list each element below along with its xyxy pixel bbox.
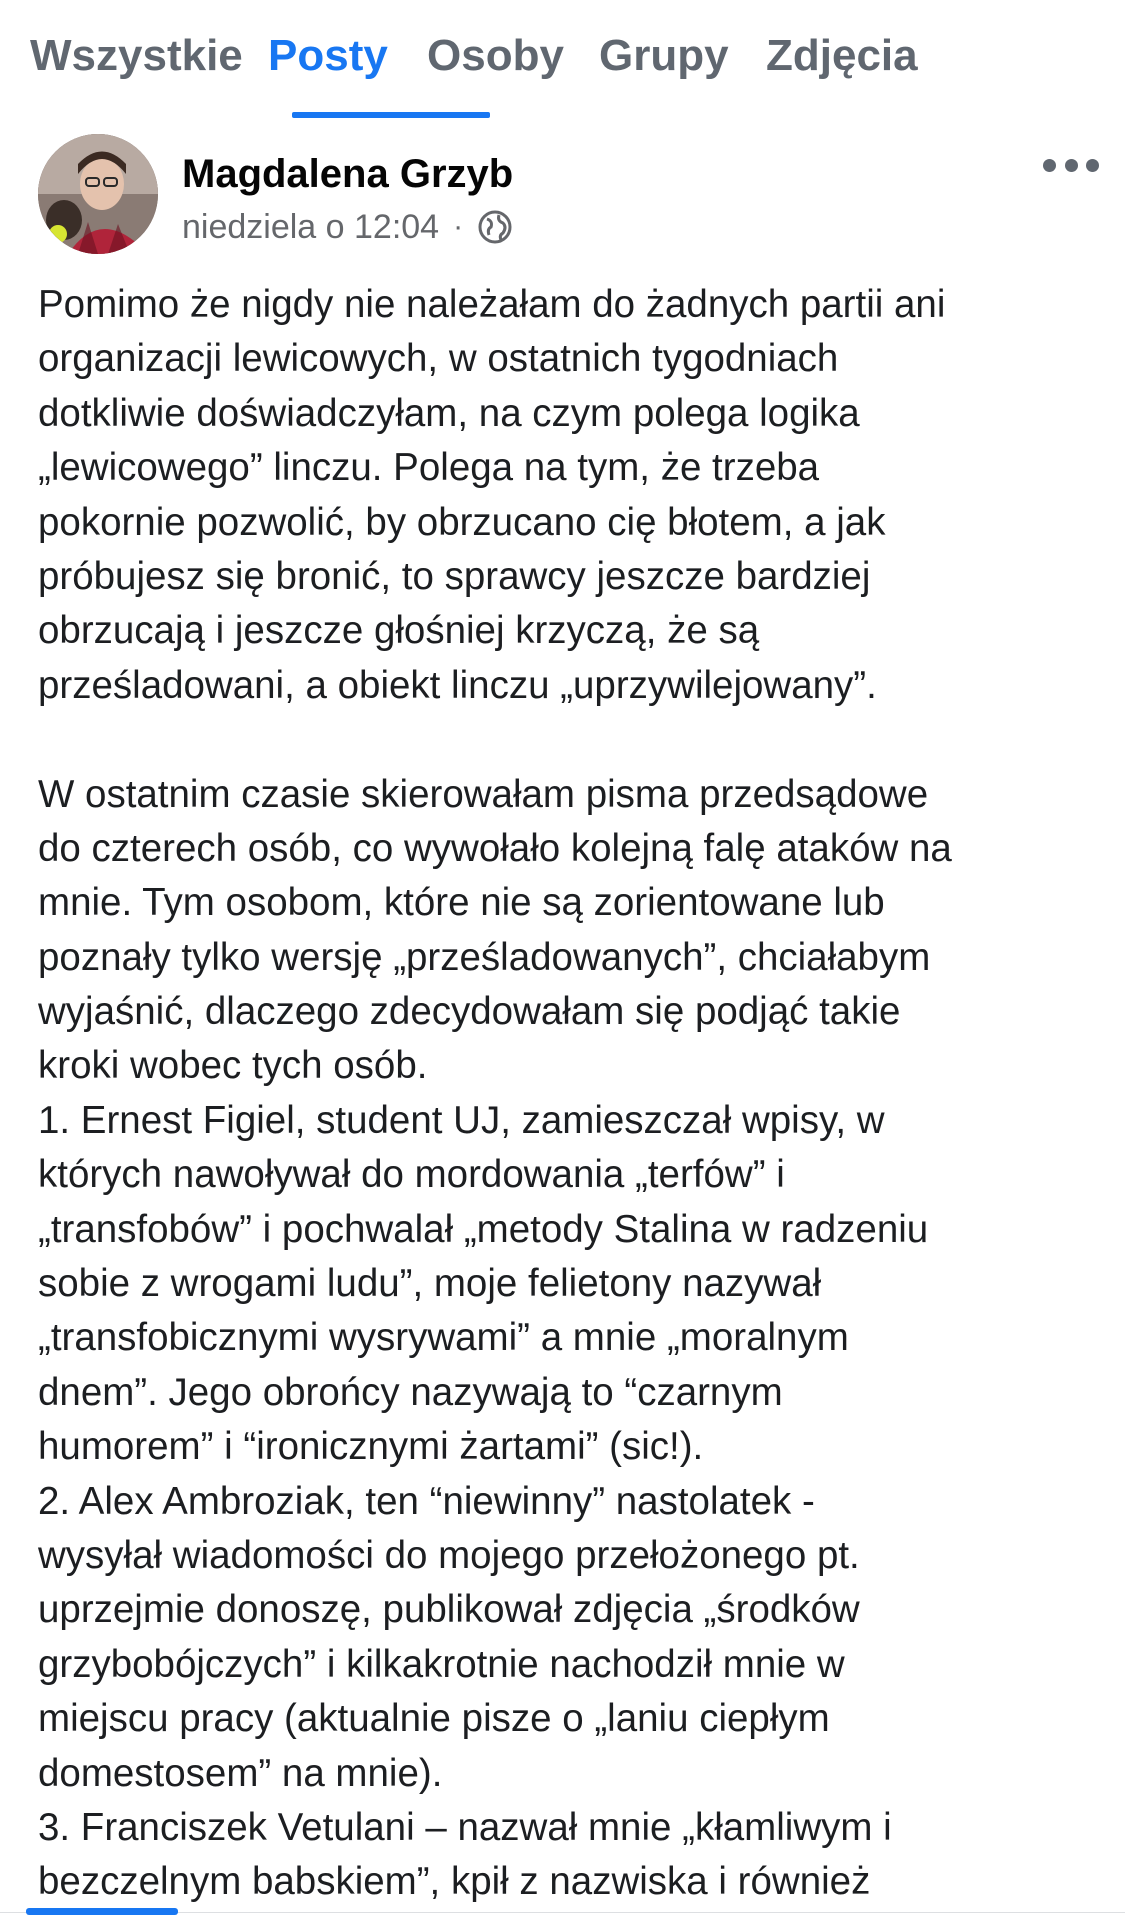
post-text-line: 3. Franciszek Vetulani – nazwał mnie „kłamliwym i: [38, 1805, 892, 1849]
dot: [1086, 159, 1099, 172]
post-text-line: miejscu pracy (aktualnie pisze o „laniu ciepłym: [38, 1697, 830, 1741]
post-meta: [182, 206, 513, 248]
post-text-line: dnem”. Jego obrońcy nazywają to “czarnym: [38, 1370, 783, 1414]
post-text-line: których nawoływał do mordowania „terfów” i: [38, 1153, 785, 1197]
active-tab-indicator: [292, 112, 490, 118]
search-filter-tabs: [0, 0, 1125, 118]
tab-osoby[interactable]: Osoby: [427, 31, 564, 80]
dot: [1065, 159, 1078, 172]
post-text-line: 1. Ernest Figiel, student UJ, zamieszczał wpisy, w: [38, 1098, 885, 1142]
post-text-line: dotkliwie doświadczyłam, na czym polega logika: [38, 391, 860, 435]
post-text-line: „lewicowego” linczu. Polega na tym, że trzeba: [38, 446, 820, 490]
post-text-line: humorem” i “ironicznymi żartami” (sic!).: [38, 1425, 704, 1469]
post-text-line: „transfobów” i pochwalał „metody Stalina w radzeniu: [38, 1207, 929, 1251]
post-text-line: 2. Alex Ambroziak, ten “niewinny” nastolatek -: [38, 1479, 815, 1523]
post-author-name[interactable]: Magdalena Grzyb: [182, 152, 514, 196]
avatar-photo: [38, 134, 158, 254]
post-text-line: prześladowani, a obiekt linczu „uprzywilejowany”.: [38, 663, 877, 707]
tab-posty[interactable]: Posty: [268, 31, 388, 80]
post-text-line: bezczelnym babskiem”, kpił z nazwiska i również: [38, 1860, 871, 1904]
post-body-text: [38, 278, 1103, 1910]
post-text-line: sobie z wrogami ludu”, moje felietony nazywał: [38, 1262, 822, 1306]
post-text-line: pokornie pozwolić, by obrzucano cię błotem, a jak: [38, 500, 886, 544]
paragraph-break: [38, 713, 1103, 767]
post-text-line: wyjaśnić, dlaczego zdecydowałam się podjąć takie: [38, 990, 901, 1034]
post-text-line: poznały tylko wersję „prześladowanych”, chciałabym: [38, 935, 931, 979]
post-text-line: grzybobójczych” i kilkakrotnie nachodził mnie w: [38, 1642, 845, 1686]
tab-wszystkie[interactable]: Wszystkie: [30, 31, 243, 80]
meta-separator: ·: [453, 210, 464, 243]
post-text-line: wysyłał wiadomości do mojego przełożonego pt.: [38, 1533, 860, 1577]
post-text-line: W ostatnim czasie skierowałam pisma przedsądowe: [38, 772, 929, 816]
post-text-line: Pomimo że nigdy nie należałam do żadnych partii ani: [38, 283, 946, 326]
post-text-line: organizacji lewicowych, w ostatnich tygodniach: [38, 337, 839, 381]
more-options-icon[interactable]: [1043, 150, 1099, 180]
post-text-line: mnie. Tym osobom, które nie są zorientowane lub: [38, 881, 885, 925]
post-text-line: domestosem” na mnie).: [38, 1751, 443, 1795]
post-text-line: próbujesz się bronić, to sprawcy jeszcze bardziej: [38, 554, 871, 598]
avatar[interactable]: [38, 134, 158, 254]
post-timestamp[interactable]: niedziela o 12:04: [182, 208, 440, 246]
tab-zdjecia[interactable]: Zdjęcia: [766, 31, 918, 80]
scroll-indicator: [26, 1908, 178, 1915]
tab-grupy[interactable]: Grupy: [599, 31, 729, 80]
post-text-line: „transfobicznymi wysrywami” a mnie „moralnym: [38, 1316, 849, 1360]
post-text-line: kroki wobec tych osób.: [38, 1044, 428, 1088]
post-text-line: do czterech osób, co wywołało kolejną falę ataków na: [38, 826, 952, 870]
globe-icon: [477, 209, 513, 245]
post-text-line: uprzejmie donoszę, publikował zdjęcia „środków: [38, 1588, 860, 1632]
dot: [1043, 159, 1056, 172]
post-text-line: obrzucają i jeszcze głośniej krzyczą, że są: [38, 609, 760, 653]
